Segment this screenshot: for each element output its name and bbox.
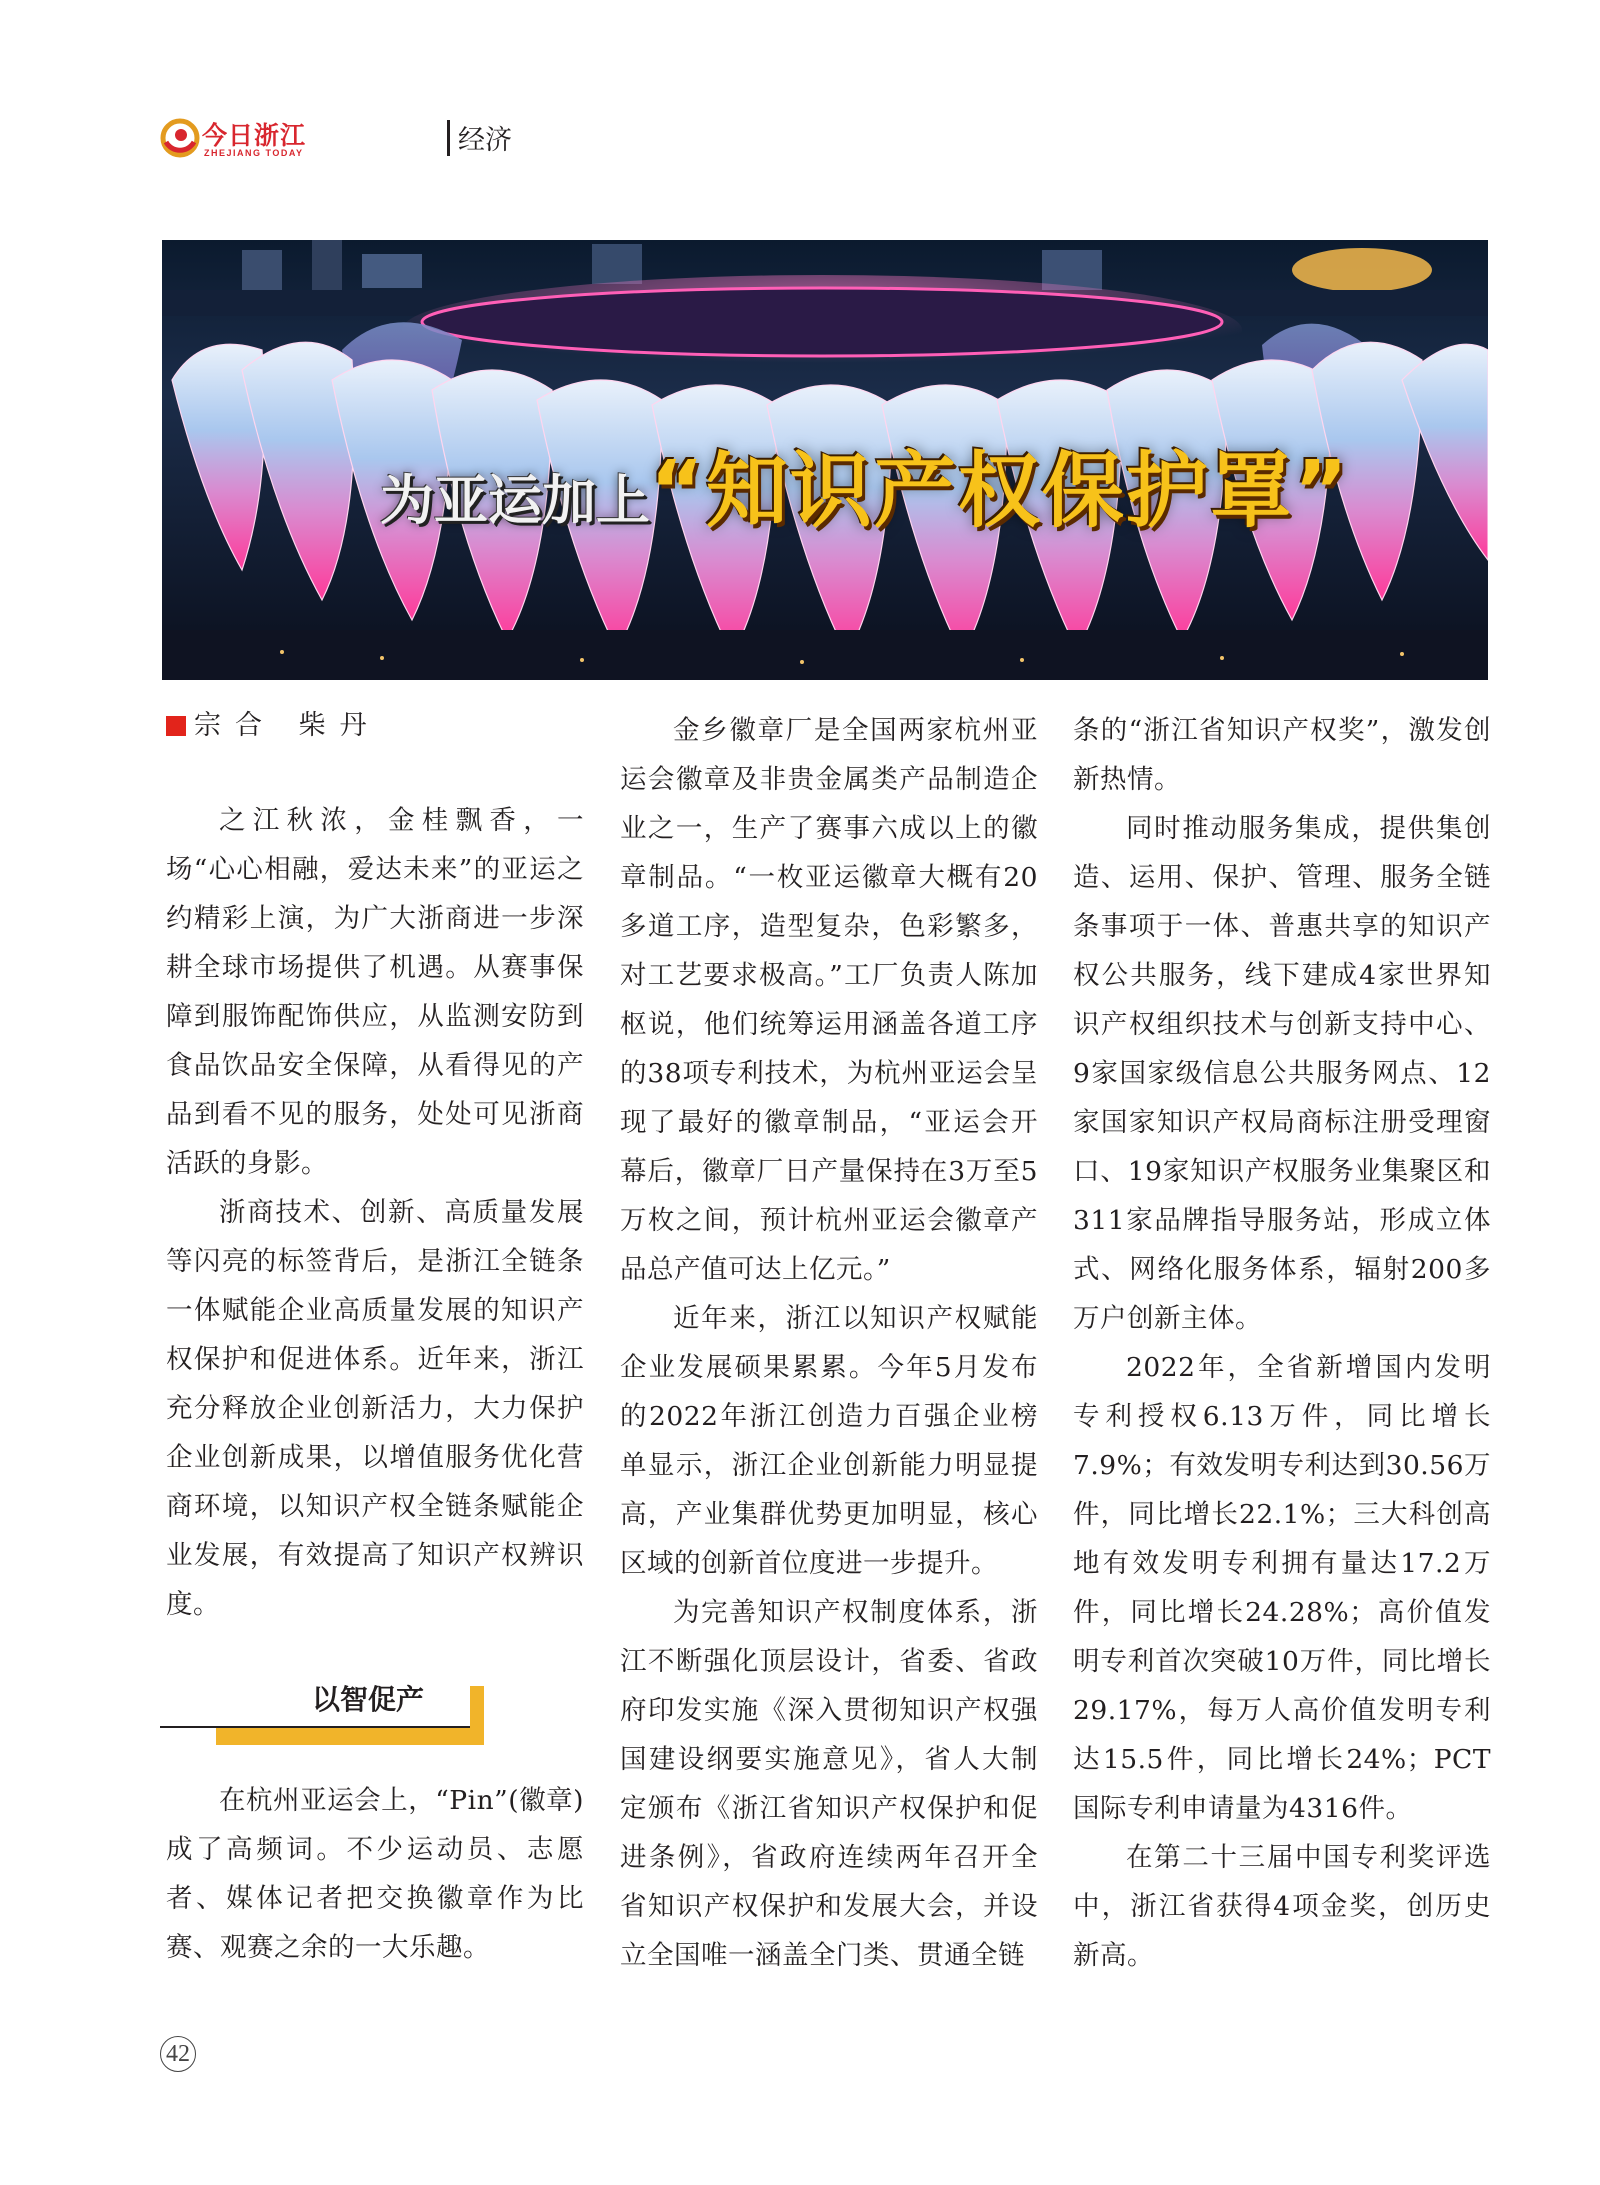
section-subheading (160, 1678, 490, 1748)
article-title (380, 426, 1350, 543)
header-divider (447, 120, 450, 156)
column-1-continued (166, 1776, 584, 1972)
page-number: 42 (160, 2036, 196, 2072)
magazine-logo-icon (160, 118, 200, 158)
section-label: 经济 (458, 125, 512, 156)
subheading-text: 以智促产 (312, 1683, 425, 1716)
column-1 (166, 796, 584, 1629)
paragraph: 金乡徽章厂是全国两家杭州亚运会徽章及非贵金属类产品制造企业之一，生产了赛事六成以上的徽章制品。“一枚亚运徽章大概有20多道工序，造型复杂，色彩繁多，对工艺要求极高。”工厂负责人陈加枢说，他们统筹运用涵盖各道工序的38项专利技术，为杭州亚运会呈现了最好的徽章制品，“亚运会开幕后，徽章厂日产量保持在3万至5万枚之间，预计杭州亚运会徽章产品总产值可达上亿元。” (620, 715, 1038, 1285)
paragraph: 为完善知识产权制度体系，浙江不断强化顶层设计，省委、省政府印发实施《深入贯彻知识产权强国建设纲要实施意见》，省人大制定颁布《浙江省知识产权保护和促进条例》，省政府连续两年召开全省知识产权保护和发展大会，并设立全国唯一涵盖全门类、贯通全链 (620, 1597, 1038, 1971)
column-3 (1073, 706, 1491, 1980)
paragraph: 条的“浙江省知识产权奖”，激发创新热情。 (1073, 715, 1491, 795)
paragraph: 浙商技术、创新、高质量发展等闪亮的标签背后，是浙江全链条一体赋能企业高质量发展的知识产权保护和促进体系。近年来，浙江充分释放企业创新活力，大力保护企业创新成果，以增值服务优化营商环境，以知识产权全链条赋能企业发展，有效提高了知识产权辨识度。 (166, 1197, 584, 1620)
title-prefix: 为亚运加上 (380, 469, 650, 532)
byline-authors: 宗合 柴丹 (194, 710, 381, 741)
logo-subtext: ZHEJIANG TODAY (204, 148, 304, 158)
column-2 (620, 706, 1038, 1980)
hero-image (162, 240, 1488, 680)
paragraph: 在第二十三届中国专利奖评选中，浙江省获得4项金奖，创历史新高。 (1073, 1842, 1491, 1971)
byline-square-icon (166, 716, 186, 736)
masthead (160, 116, 560, 168)
paragraph: 同时推动服务集成，提供集创造、运用、保护、管理、服务全链条事项于一体、普惠共享的知识产权公共服务，线下建成4家世界知识产权组织技术与创新支持中心、9家国家级信息公共服务网点、12家国家知识产权局商标注册受理窗口、19家知识产权服务业集聚区和311家品牌指导服务站，形成立体式、网络化服务体系，辐射200多万户创新主体。 (1073, 813, 1491, 1334)
logo-text: 今日浙江 (202, 121, 307, 150)
subheading-tick (470, 1686, 484, 1745)
title-main: “知识产权保护罩” (650, 444, 1350, 539)
paragraph: 近年来，浙江以知识产权赋能企业发展硕果累累。今年5月发布的2022年浙江创造力百强企业榜单显示，浙江企业创新能力明显提高，产业集群优势更加明显，核心区域的创新首位度进一步提升。 (620, 1303, 1038, 1579)
subheading-rule (160, 1726, 470, 1728)
subheading-bar (216, 1728, 484, 1745)
paragraph: 之江秋浓，金桂飘香，一场“心心相融，爱达未来”的亚运之约精彩上演，为广大浙商进一步深耕全球市场提供了机遇。从赛事保障到服饰配饰供应，从监测安防到食品饮品安全保障，从看得见的产品到看不见的服务，处处可见浙商活跃的身影。 (166, 805, 584, 1179)
paragraph: 在杭州亚运会上，“Pin”(徽章)成了高频词。不少运动员、志愿者、媒体记者把交换徽章作为比赛、观赛之余的一大乐趣。 (166, 1785, 584, 1963)
paragraph: 2022年，全省新增国内发明专利授权6.13万件，同比增长7.9%；有效发明专利达到30.56万件，同比增长22.1%；三大科创高地有效发明专利拥有量达17.2万件，同比增长24.28%；高价值发明专利首次突破10万件，同比增长29.17%，每万人高价值发明专利达15.5件，同比增长24%；PCT国际专利申请量为4316件。 (1073, 1352, 1491, 1824)
